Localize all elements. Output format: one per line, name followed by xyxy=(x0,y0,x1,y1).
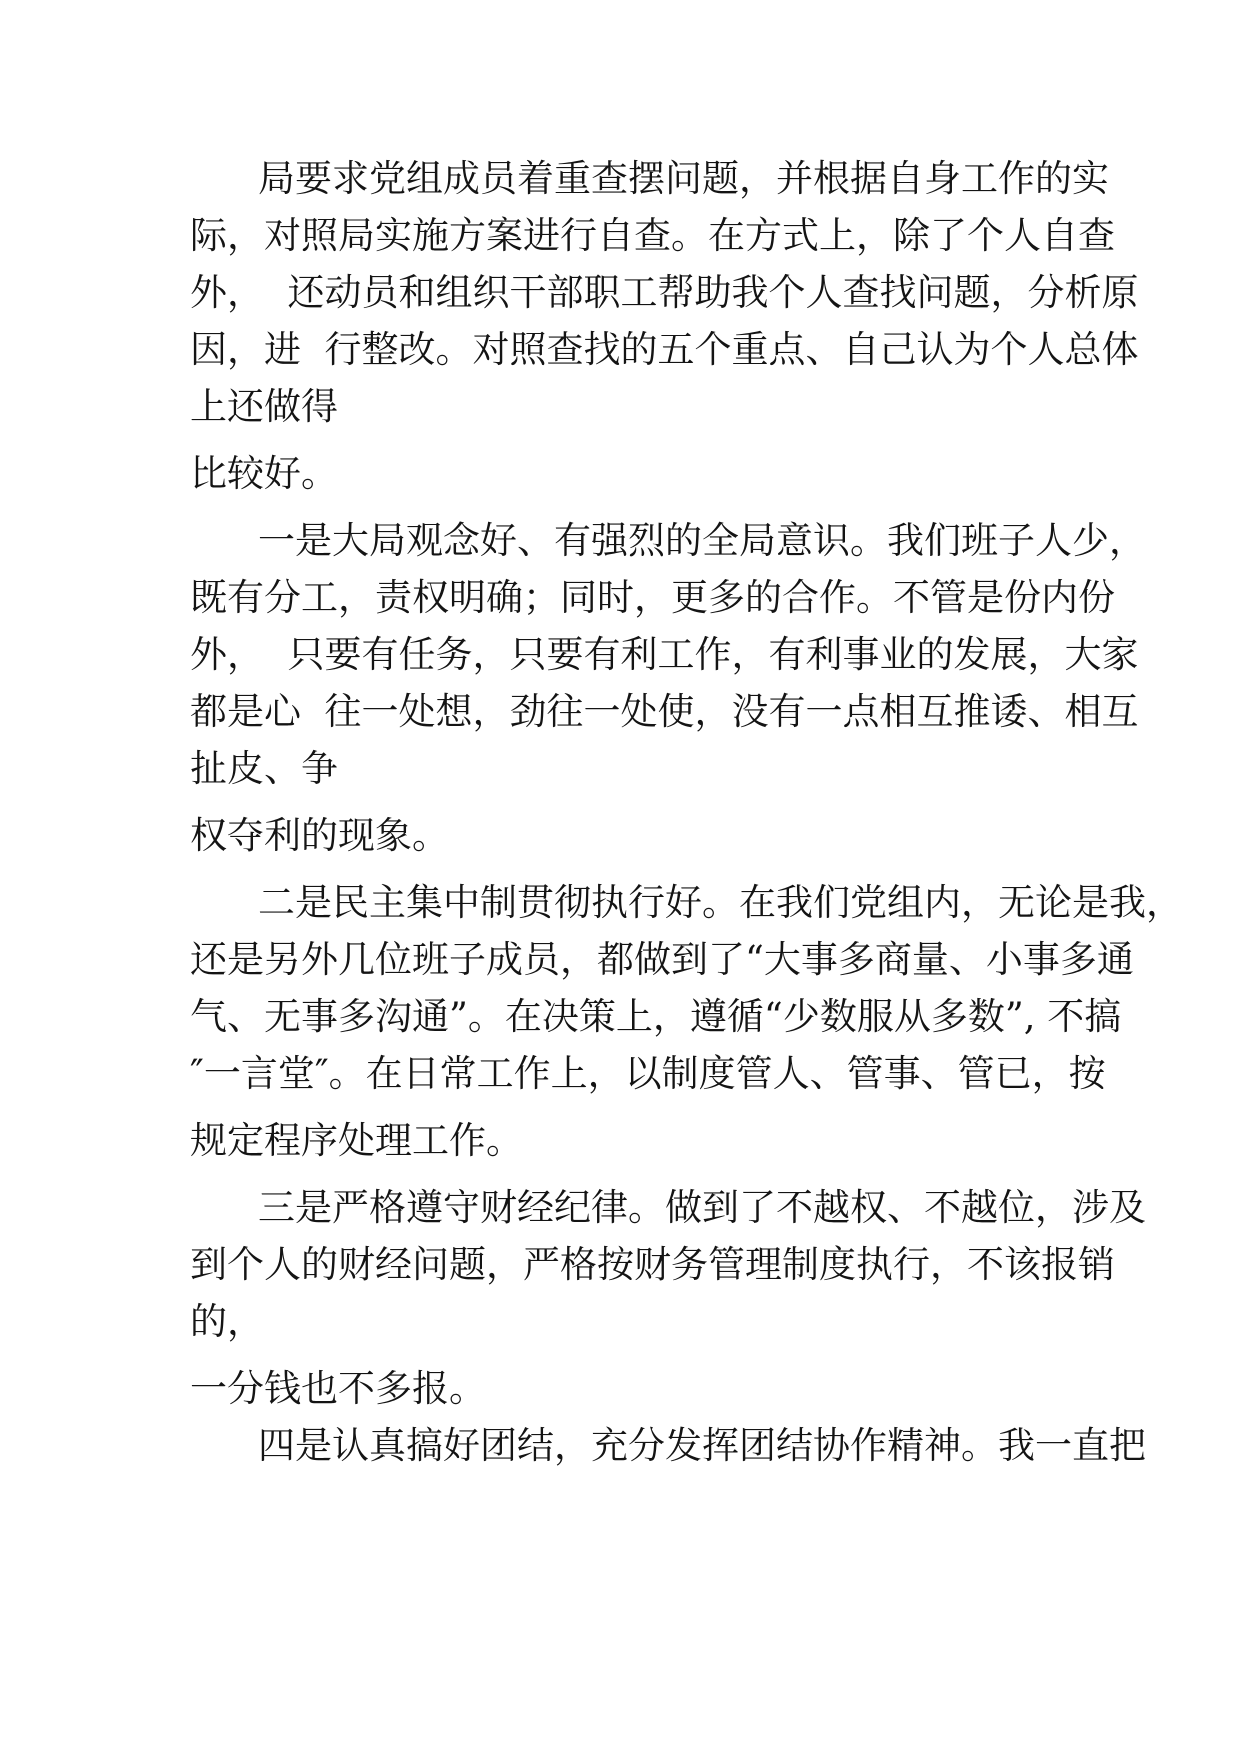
text-line: 三是严格遵守财经纪律。做到了不越权、不越位，涉及 xyxy=(258,1186,1146,1229)
text-line: 的， xyxy=(190,1300,264,1343)
text-line: 上还做得 xyxy=(190,385,338,428)
text-line: ″一言堂″。在日常工作上，以制度管人、管事、管已，按 xyxy=(190,1052,1106,1095)
text-line: 比较好。 xyxy=(190,452,338,495)
text-line: 二是民主集中制贯彻执行好。在我们党组内，无论是我， xyxy=(258,881,1183,924)
text-line: 规定程序处理工作。 xyxy=(190,1119,523,1162)
text-line: 外， 还动员和组织干部职工帮助我个人查找问题，分析原 xyxy=(190,271,1139,314)
text-line: 还是另外几位班子成员，都做到了“大事多商量、小事多通 xyxy=(190,938,1134,981)
text-line: 际，对照局实施方案进行自查。在方式上，除了个人自查 xyxy=(190,214,1115,257)
text-line: 气、无事多沟通”。在决策上，遵循“少数服从多数”, 不搞 xyxy=(190,995,1122,1038)
text-line: 既有分工，责权明确；同时，更多的合作。不管是份内份 xyxy=(190,576,1115,619)
text-line: 到个人的财经问题，严格按财务管理制度执行，不该报销 xyxy=(190,1243,1115,1286)
text-line: 权夺利的现象。 xyxy=(190,814,449,857)
text-line: 扯皮、争 xyxy=(190,747,338,790)
text-line: 四是认真搞好团结，充分发挥团结协作精神。我一直把 xyxy=(258,1424,1146,1467)
text-line: 一分钱也不多报。 xyxy=(190,1367,486,1410)
text-line: 局要求党组成员着重查摆问题，并根据自身工作的实 xyxy=(258,157,1109,200)
text-line: 外， 只要有任务，只要有利工作，有利事业的发展，大家 xyxy=(190,633,1139,676)
text-line: 因，进 行整改。对照查找的五个重点、自己认为个人总体 xyxy=(190,328,1139,371)
text-line: 都是心 往一处想，劲往一处使，没有一点相互推诿、相互 xyxy=(190,690,1139,733)
text-line: 一是大局观念好、有强烈的全局意识。我们班子人少， xyxy=(258,519,1146,562)
